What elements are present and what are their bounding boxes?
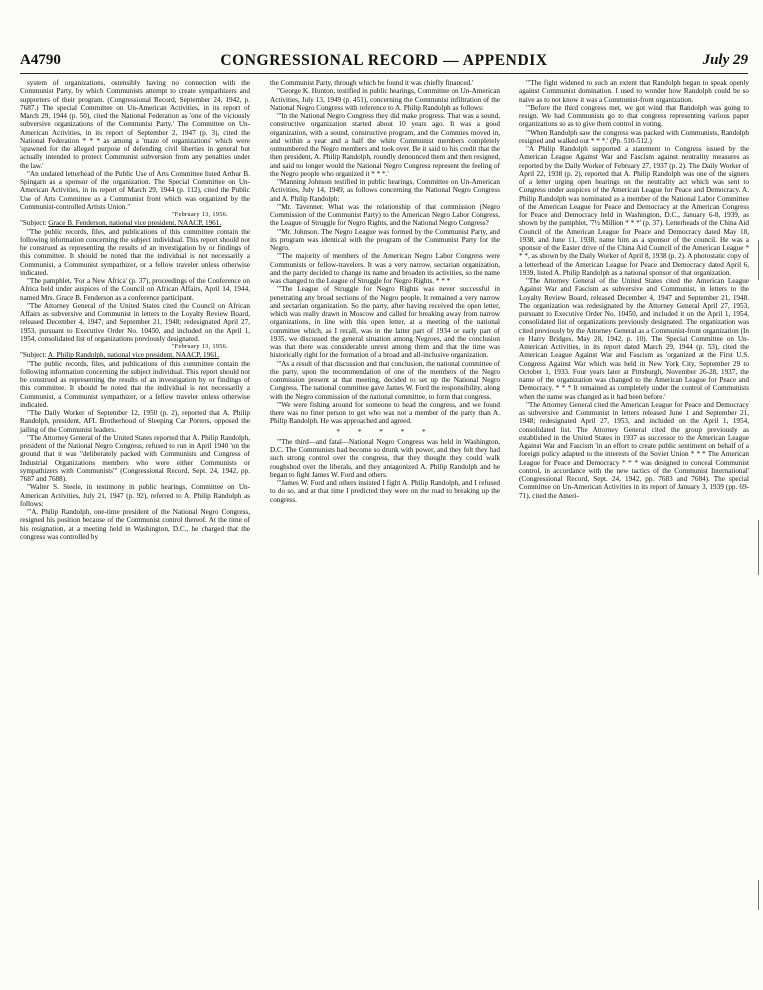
publication-title: CONGRESSIONAL RECORD — APPENDIX xyxy=(220,52,548,69)
body-paragraph: "'When Randolph saw the congress was packed with Communists, Randolph resigned and walked out * * *.' (Pp. 510-512.) xyxy=(519,128,749,145)
body-paragraph: "The public records, files, and publications of this committee contain the following information concerning the subject individual. This report should not be construed as representing the results of an investigation by or findings of this committee. It should be noted that the individual is not necessarily a Communist, a Communist sympathizer, or a fellow traveler unless otherwise indicated. xyxy=(20,227,250,277)
subject-prefix: "Subject: xyxy=(20,219,49,228)
body-paragraph: "'James W. Ford and others insisted I fight A. Philip Randolph, and I refused to do so, and at that time I predicted they were on the road to breaking up the congress. xyxy=(270,479,500,504)
body-paragraph: "'The third—and fatal—National Negro Congress was held in Washington, D.C. The Communists had become so drunk with power, and they felt they had such strong control over the congress, that they thought they could walk roughshod over the liberals, and they antagonized A. Philip Randolph and he began to fight James W. Ford and others. xyxy=(270,437,500,479)
body-paragraph: "The public records, files, and publications of this committee contain the following information concerning the subject individual. This report should not be construed as representing the results of an investigation by or findings of this committee. It should be noted that the individual is not necessarily a Communist, a Communist sympathizer, or a fellow traveler unless otherwise indicated. xyxy=(20,359,250,409)
issue-date: July 29 xyxy=(702,52,748,68)
body-paragraph: "The Attorney General of the United States reported that A. Philip Randolph, president of the National Negro Congress, refused to run in April 1940 'on the ground that it was "deliberately packed with Communists and Congress of Industrial Organizations members who were either Communists or sympathizers with Communists"' (Congressional Record, Sept. 24, 1942, pp. 7687 and 7688). xyxy=(20,433,250,483)
body-paragraph: "The pamphlet, 'For a New Africa' (p. 37), proceedings of the Conference on Africa held under auspices of the Council on African Affairs, April 14, 1944, named Mrs. Grace B. Fenderson as a conference participant. xyxy=(20,277,250,302)
text-column-1 xyxy=(20,79,250,541)
memo-dateline: "February 13, 1956. xyxy=(171,211,228,218)
body-paragraph: "George K. Hunton, testified in public hearings, Committee on Un-American Activities, July 13, 1949 (p. 451), concerning the Communist infiltration of the National Negro Congress with reference to A. Philip Randolph as follows: xyxy=(270,87,500,112)
body-paragraph: "'The majority of members of the American Negro Labor Congress were Communists or fellow-travelers. It was a very narrow, sectarian organization, and the party decided to change its name and broaden its activities, so the name was changed to the League of Struggle for Negro Rights. * * * xyxy=(270,252,500,285)
subject-prefix: "Subject: xyxy=(20,351,48,360)
ellipsis-stars: * * * * * xyxy=(336,427,434,436)
body-paragraph: "A Philip Randolph supported a statement to Congress issued by the American League Against War and Fascism against neutrality measures as reported by the Daily Worker of February 27, 1937 (p. 2). The Daily Worker of April 22, 1938 (p. 2), reported that A. Philip Randolph was one of the signers of a letter urging open hearings on the neutrality act which was sent to Congress under auspices of the American League for Peace and Democracy. A. Philip Randolph was nominated as a member of the National Labor Committee of the American League for Peace and Democracy at the American Congress for Peace and Democracy held in Washington, D.C., January 6-8, 1939, as shown by the pamphlet, '7½ Million * * *' (p. 37). Letterheads of the China Aid Council of the American League for Peace and Democracy dated May 18, 1938, and June 11, 1938, name him as a sponsor of the council. He was a sponsor of the Easter drive of the China Aid Council of the American League * * *, as shown by the Daily Worker of April 8, 1938 (p. 2). A photostatic copy of a letterhead of the American League for Peace and Democracy dated April 6, 1939, listed A. Philip Randolph as a national sponsor of that organization. xyxy=(519,145,749,277)
body-paragraph: "The Attorney General of the United States cited the Council on African Affairs as subversive and Communist in letters to the Loyalty Review Board, released December 4, 1947, and September 21, 1948; redesignated April 27, 1953, pursuant to Executive Order No. 10450, and included on the April 1, 1954, consolidated list of organizations previously designated. xyxy=(20,301,250,343)
body-paragraph: "'Mr. Tavenner. What was the relationship of that commission (Negro Commission of the Communist Party) to the American Negro Labor Congress, the League of Struggle for Negro Rights, and the National Negro Congress? xyxy=(270,202,500,228)
body-paragraph: "'The League of Struggle for Negro Rights was never successful in penetrating any broad sections of the Negro people. It remained a very narrow and sectarian organization. So the party, after having received the open letter, which was really drawn in Moscow and called for breaking away from narrow organizations, in line with this open letter, at a meeting of the national committee which, as I recall, was in the latter part of 1934 or early part of 1935, we discussed the general situation among Negroes, and the conclusion was that there was considerable unrest among them and that the time was historically right for the formation of a broad and all-inclusive organization. xyxy=(270,285,500,360)
memo-subject xyxy=(20,219,250,227)
body-paragraph: "The Attorney General cited the American League for Peace and Democracy as subversive and Communist in letters released June 1 and September 21, 1948; redesignated April 27, 1953, and included on the April 1, 1954, consolidated list. The Attorney General cited the group previously as established in the United States in 1937 as successor to the American League Against War and Fascism 'in an effort to create public sentiment on behalf of a foreign policy adapted to the interests of the Soviet Union * * * The American League for Peace and Democracy * * * was designed to conceal Communist control, in accordance with the new tactics of the Communist International' (Congressional Record, Sept. 24, 1942, pp. 7683 and 7684). The special Committee on Un-American Activities in its report of January 3, 1939 (pp. 69-71), cited the Ameri- xyxy=(519,400,749,500)
body-paragraph: "An undated letterhead of the Public Use of Arts Committee listed Arthur B. Spingarn as a sponsor of the organization. The Special Committee on Un-American Activities, in its report of March 29, 1944 (p. 112), cited the Public Use of Arts Committee as a Communist front which was organized by the Communist-controlled Artists Union." xyxy=(20,169,250,211)
memo-dateline: "February 13, 1956. xyxy=(171,343,228,350)
text-column-2 xyxy=(270,79,500,504)
body-paragraph: "The Attorney General of the United States cited the American League Against War and Fascism as subversive and Communist, in letters to the Loyalty Review Board, released December 4, 1947 and September 21, 1948. The organization was redesignated by the Attorney General April 27, 1953, pursuant to Executive Order No. 10450, and included it on the April 1, 1954, consolidated list of organizations previously designated. The organization was cited previously by the Attorney General as a Communist-front organization (In re Harry Bridges, May 28, 1942, p. 10). The Special Committee on Un-American Activities, in its report dated March 29, 1944 (p. 53), cited the American League Against War and Fascism as 'organized at the First U.S. Congress Against War which was held in New York City, September 29 to October 1, 1933. Four years later at Pittsburgh, November 26-28, 1937, the name of the organization was changed to the American League for Peace and Democracy. * * * It remained as completely under the control of Communists when the name was changed as it had been before.' xyxy=(519,277,749,401)
subject-name: Grace B. Fenderson, national vice president, NAACP, 1961. xyxy=(48,219,222,228)
body-paragraph: "Manning Johnson testified in public hearings, Committee on Un-American Activities, July 14, 1949, as follows concerning the National Negro Congress and A. Philip Randolph: xyxy=(270,178,500,203)
body-paragraph: "'The fight widened to such an extent that Randolph began to speak openly against Communist domination. I used to wonder how Randolph could be so naive as to not know it was a Communist-front organization. xyxy=(519,79,749,104)
body-paragraph: "'Mr. Johnson. The Negro League was formed by the Communist Party, and its program was identical with the program of the Communist Party for the Negro. xyxy=(270,227,500,252)
body-paragraph: "'As a result of that discussion and that conclusion, the national committee of the party, upon the recommendation of one of the members of the Negro commission present at that meeting, decided to set up the National Negro Congress. The national committee gave James W. Ford the responsibility, along with the Negro commission of the national committee, to form that congress. xyxy=(270,359,500,401)
body-paragraph: "'Before the third congress met, we got wind that Randolph was going to resign. We had Communists go to that congress representing various paper organizations so as to give them control in voting. xyxy=(519,103,749,129)
header-rule xyxy=(20,73,748,74)
body-paragraph: system of organizations, ostensibly having no connection with the Communist Party, by which Communists attempt to create sympathizers and supporters of their program. (Congressional Record, September 24, 1942, p. 7687.) The special Committee on Un-American Activities, in its report of March 29, 1944 (p. 50), cited the National Federation as 'one of the viciously subversive organizations of the Communist Party.' The Committee on Un-American Activities, in its report of September 2, 1947 (p. 3), cited the National Federation * * * as among a 'maze of organizations' which were 'spawned for the alleged purpose of defending civil liberties in general but actually intended to protect Communist subversion from any penalties under the law.' xyxy=(20,79,250,170)
body-paragraph: "Walter S. Steele, in testimony in public hearings, Committee on Un-American Activities, July 21, 1947 (p. 92), referred to A. Philip Randolph as follows: xyxy=(20,483,250,508)
body-paragraph: "'A. Philip Randolph, one-time president of the National Negro Congress, resigned his position because of the Communist control thereof. At the time of his resignation, at a meeting held in Washington, D.C., he charged that the congress was controlled by xyxy=(20,508,250,541)
binding-edge xyxy=(752,0,763,990)
memo-subject xyxy=(20,351,250,359)
body-paragraph: the Communist Party, through which he found it was chiefly financed.' xyxy=(270,79,474,87)
page-header xyxy=(20,52,748,70)
subject-name: A. Philip Randolph, national vice president, NAACP, 1961. xyxy=(47,351,220,360)
body-paragraph: "'In the National Negro Congress they did make progress. That was a sound, constructive organization started about 10 years ago. It was a good organization, with a sound, constructive program, and the Commies moved in, and within a year and a half the white Communist members completely outnumbered the Negro members and took over. Be it said to his credit that the then president, A. Philip Randolph, roundly denounced them and then resigned, and said no longer would the National Negro Congress represent the feeling of the Negro people who organized it * * *.' xyxy=(270,112,500,178)
body-paragraph: "'We were fishing around for someone to head the congress, and we found there was no finer person to get who was not a member of the party than A. Philip Randolph. He was approached and agreed. xyxy=(270,400,500,426)
text-column-3 xyxy=(519,79,749,500)
body-paragraph: "The Daily Worker of September 12, 1950 (p. 2), reported that A. Philip Randolph, president, AFL Brotherhood of Sleeping Car Porters, opposed the jailing of the Communist leaders. xyxy=(20,409,250,434)
page-number: A4790 xyxy=(20,52,61,68)
